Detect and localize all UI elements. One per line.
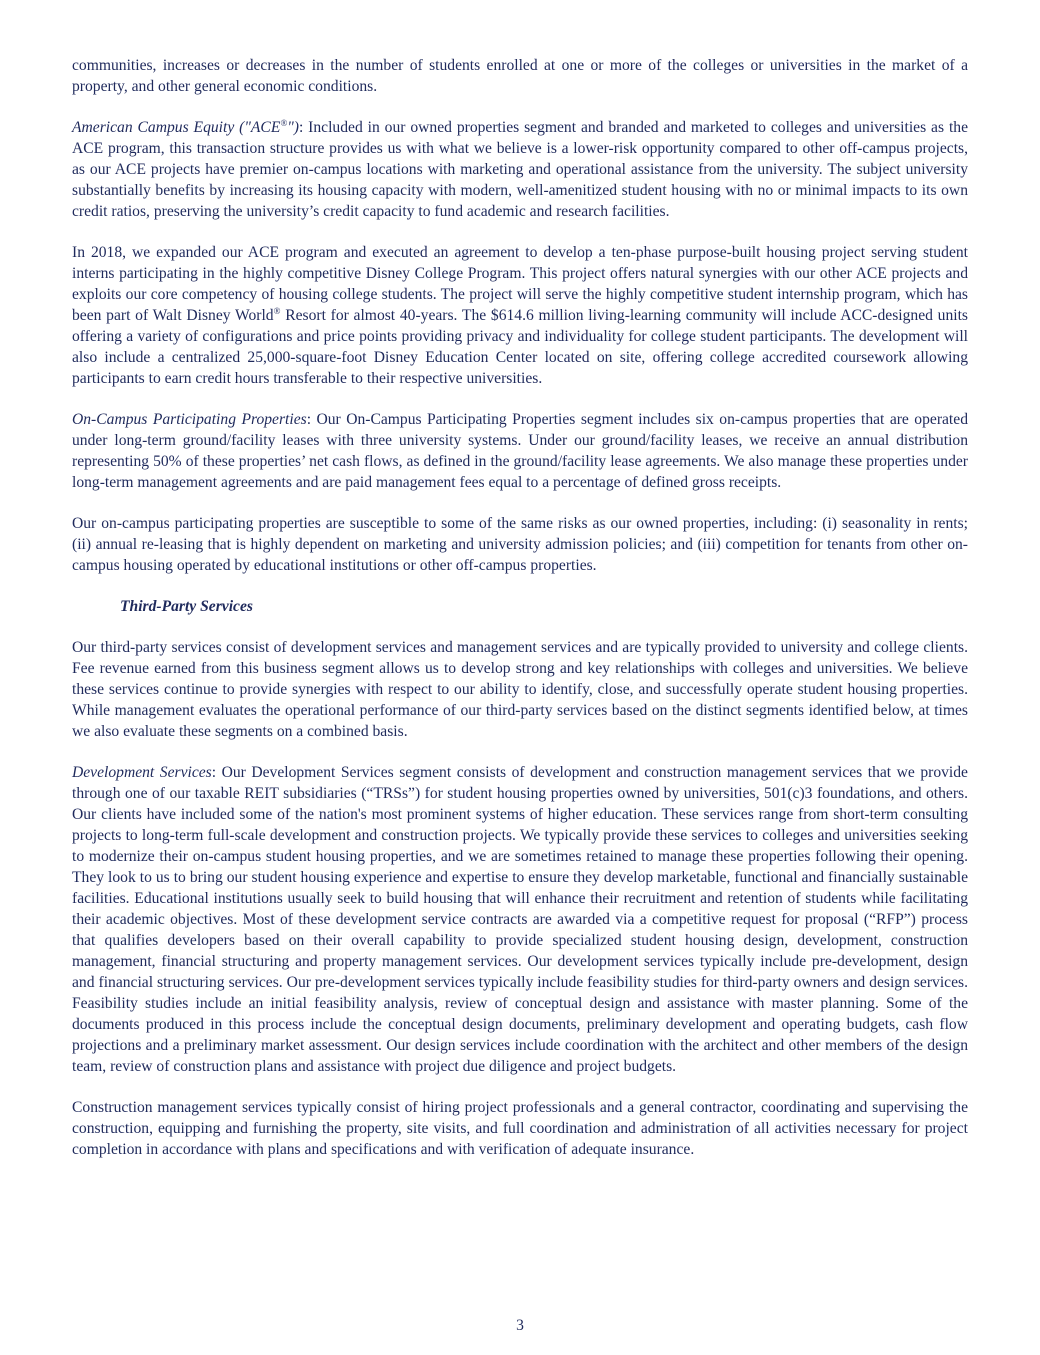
disney-text-part2: Resort for almost 40-years. The $614.6 million living-learning community will include ACC-designed units offering a variety of configurations and price points providing privacy and individuality for college student participants. The development will also include a centralized 25,000-square-foot Disney Education Center located on site, offering college accredited coursework allowing participants to earn credit hours transferable to their respective universities. (72, 307, 968, 387)
on-campus-body: : Our On-Campus Participating Properties segment includes six on-campus properties that are operated under long-term ground/facility leases with three university systems. Under our ground/facility leases, we receive an annual distribution representing 50% of these properties’ net cash flows, as defined in the ground/facility lease agreements. We also manage these properties under long-term management agreements and are paid management fees equal to a percentage of defined gross receipts. (72, 411, 968, 491)
ace-body: : Included in our owned properties segment and branded and marketed to colleges and universities as the ACE program, this transaction structure provides us with what we believe is a lower-risk opportunity compared to other off-campus projects, as our ACE projects have premier on-campus locations with marketing and operational assistance from the university. The subject university substantially benefits by increasing its housing capacity with modern, well-amenitized student housing with no or minimal impacts to its own credit ratios, preserving the university’s credit capacity to fund academic and research facilities. (72, 119, 968, 220)
ace-title-close: ") (287, 119, 299, 136)
document-page (72, 55, 968, 1180)
registered-mark: ® (280, 118, 288, 128)
ace-title-text: American Campus Equity ("ACE (72, 119, 281, 136)
paragraph-development (72, 762, 968, 1077)
paragraph-on-campus (72, 409, 968, 493)
page-number: 3 (516, 1317, 524, 1334)
paragraph-market-conditions: communities, increases or decreases in the number of students enrolled at one or more of the colleges or universities in the market of a property, and other general economic conditions. (72, 57, 968, 95)
development-title: Development Services (72, 764, 212, 781)
paragraph-risks: Our on-campus participating properties are susceptible to some of the same risks as our owned properties, including: (i) seasonality in rents; (ii) annual re-leasing that is highly dependent on marketing and university admission policies; and (iii) competition for tenants from other on-campus housing operated by educational institutions or other off-campus properties. (72, 515, 968, 574)
development-body: : Our Development Services segment consists of development and construction management services that we provide through one of our taxable REIT subsidiaries (“TRSs”) for student housing properties owned by universities, 501(c)3 foundations, and others. Our clients have included some of the nation's most prominent systems of higher education. These services range from short-term consulting projects to long-term full-scale development and construction projects. We typically provide these services to colleges and universities seeking to modernize their on-campus student housing properties, and we are sometimes retained to manage these properties following their opening. They look to us to bring our student housing experience and expertise to ensure they develop marketable, functional and financially sustainable facilities. Educational institutions usually seek to build housing that will enhance their recruitment and retention of students while facilitating their academic objectives. Most of these development service contracts are awarded via a competitive request for proposal (“RFP”) process that qualifies developers based on their overall capability to provide specialized student housing design, development, construction management, financial structuring and property management services. Our development services typically include pre-development, design and financial structuring services. Our pre-development services typically include feasibility studies for third-party owners and design services. Feasibility studies include an initial feasibility analysis, review of conceptual design and assistance with master planning. Some of the documents produced in this process include the conceptual design documents, preliminary development and operating budgets, cash flow projections and a preliminary market assessment. Our design services include coordination with the architect and other members of the design team, review of construction plans and assistance with project due diligence and project budgets. (72, 764, 968, 1075)
paragraph-ace (72, 117, 968, 222)
section-heading-third-party: Third-Party Services (120, 598, 253, 615)
paragraph-disney (72, 242, 968, 389)
paragraph-construction: Construction management services typically consist of hiring project professionals and a general contractor, coordinating and supervising the construction, equipping and furnishing the property, site visits, and full coordination and administration of all activities necessary for project completion in accordance with plans and specifications and with verification of adequate insurance. (72, 1099, 968, 1158)
disney-text-part1: In 2018, we expanded our ACE program and executed an agreement to develop a ten-phase purpose-built housing project serving student interns participating in the highly competitive Disney College Program. This project offers natural synergies with our other ACE projects and exploits our core competency of housing college students. The project will serve the highly competitive student internship program, which has been part of Walt Disney World (72, 244, 968, 324)
paragraph-third-party: Our third-party services consist of development services and management services and are typically provided to university and college clients. Fee revenue earned from this business segment allows us to develop strong and key relationships with colleges and universities. We believe these services continue to provide synergies with respect to our ability to identify, close, and successfully operate student housing properties. While management evaluates the operational performance of our third-party services based on the distinct segments identified below, at times we also evaluate these segments on a combined basis. (72, 639, 968, 740)
registered-mark: ® (273, 306, 281, 316)
ace-title (72, 119, 299, 136)
on-campus-title: On-Campus Participating Properties (72, 411, 307, 428)
